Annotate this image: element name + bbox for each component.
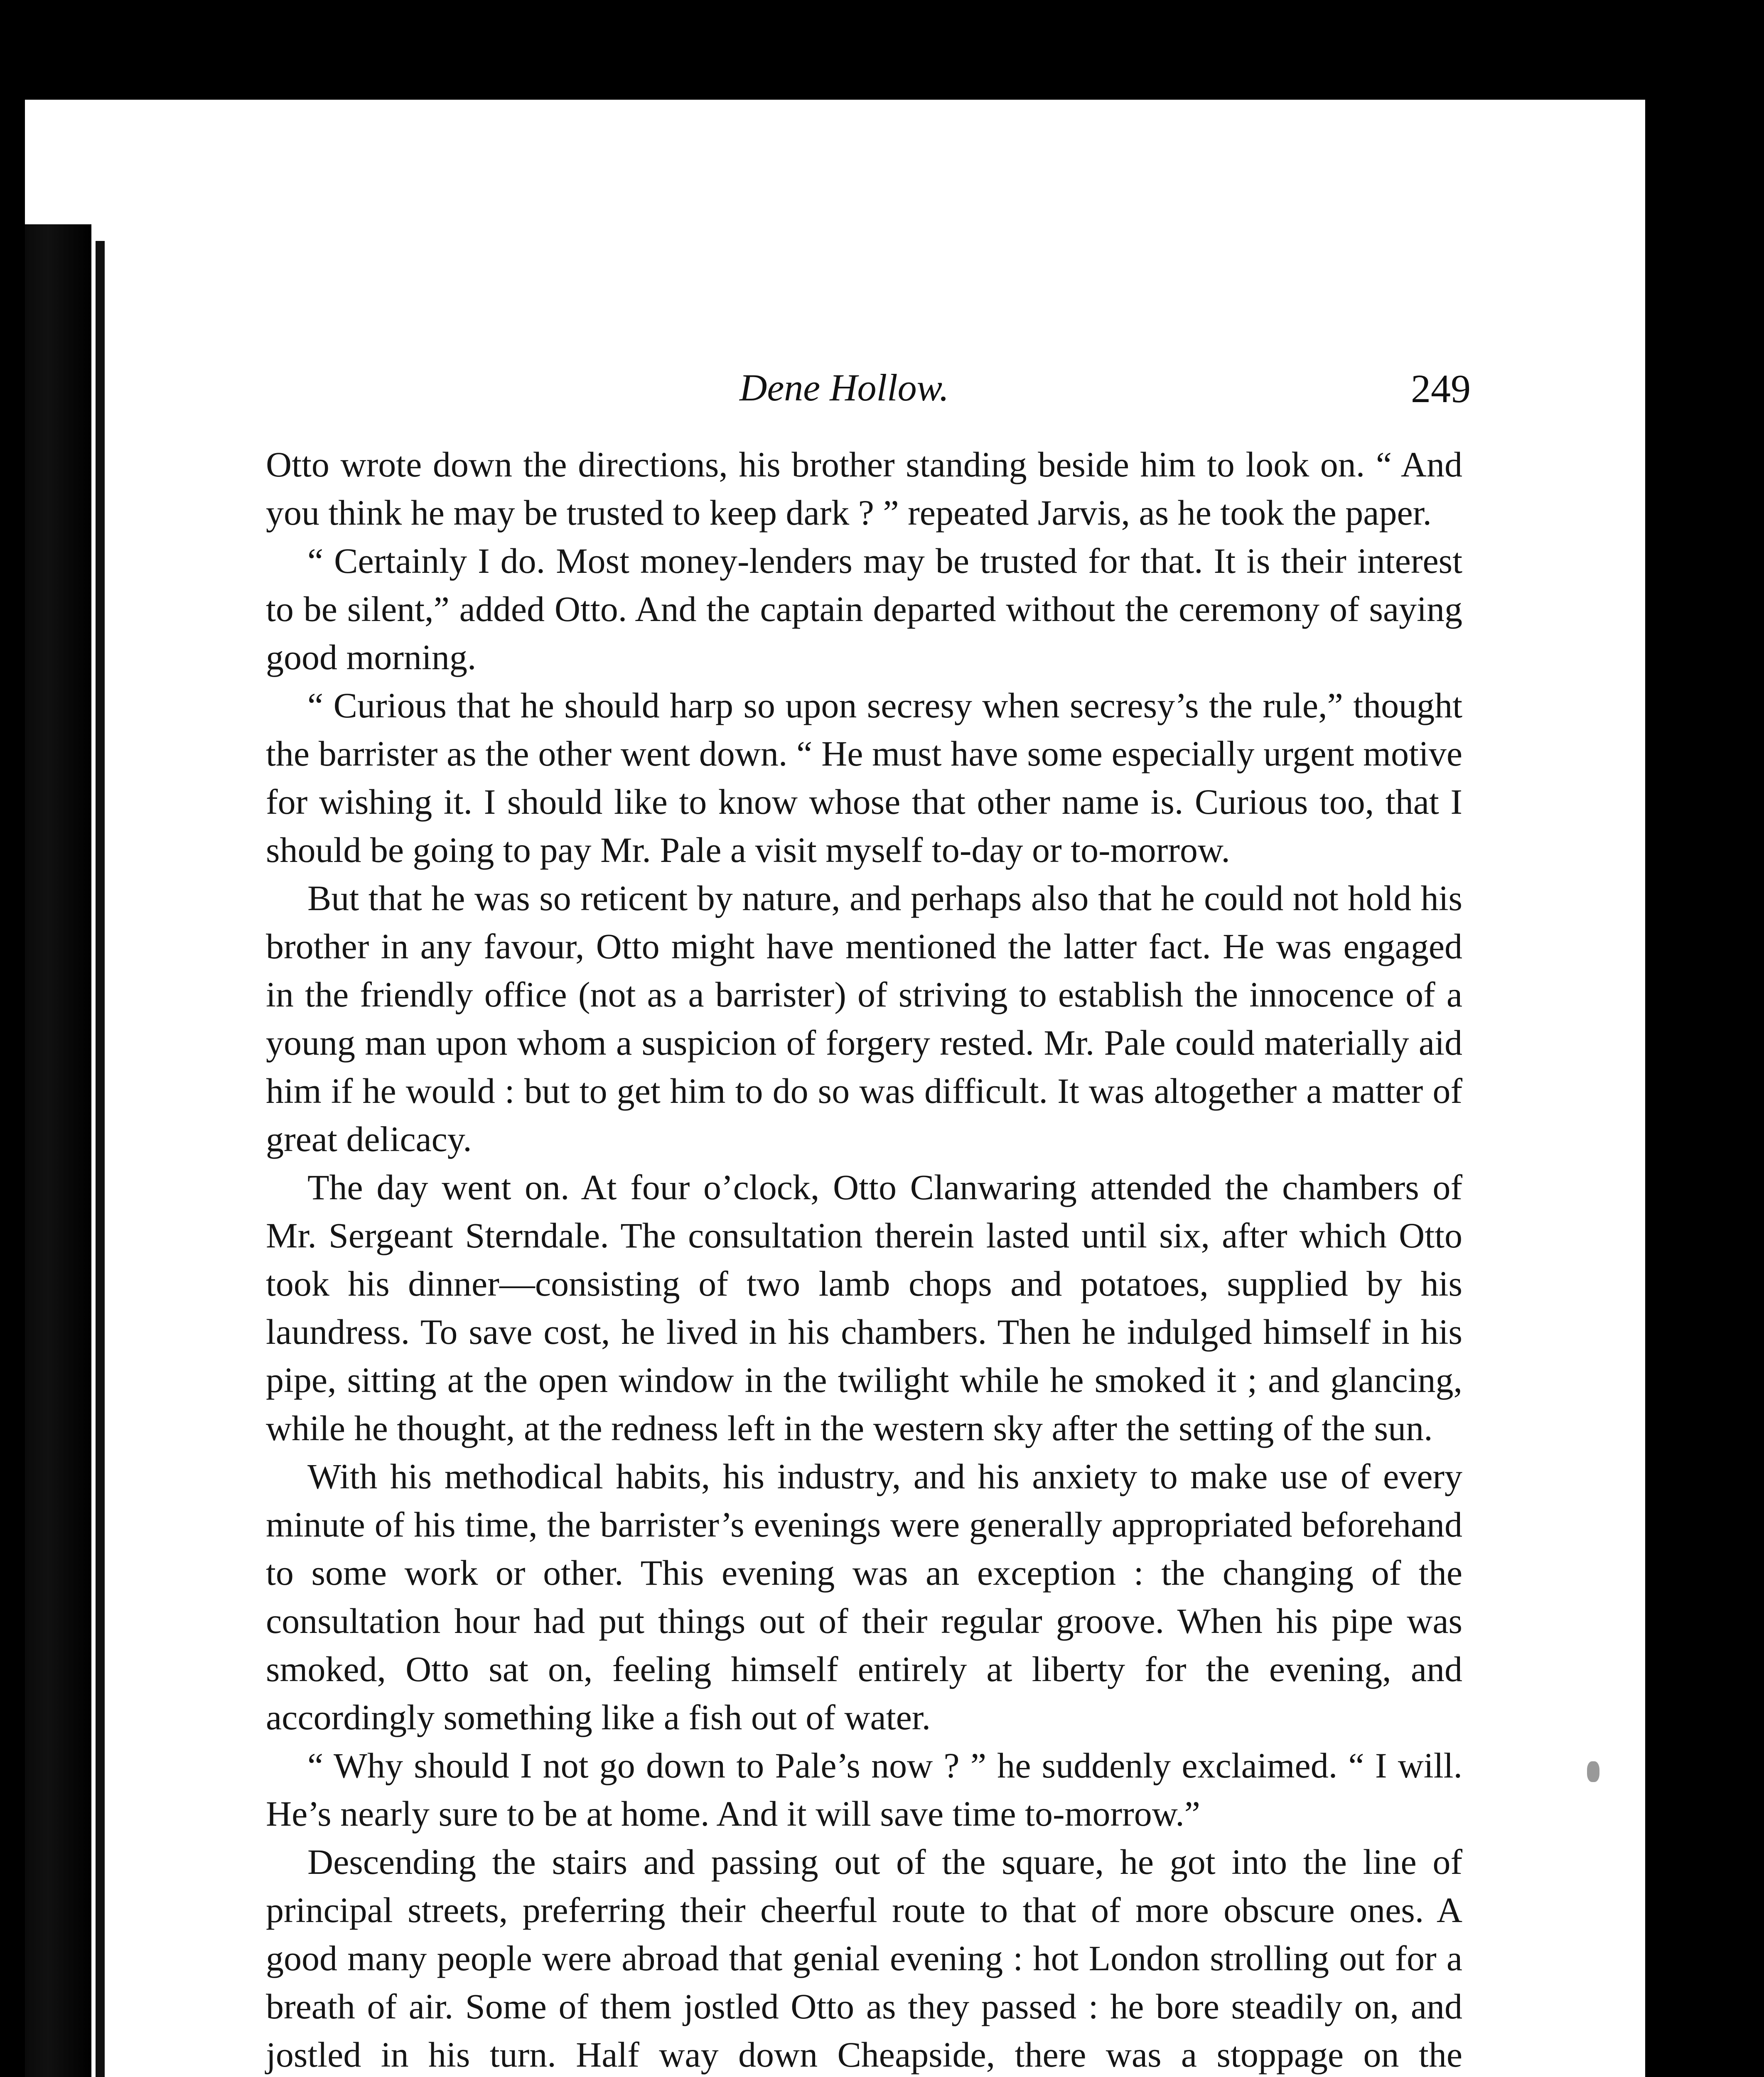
paragraph: Otto wrote down the directions, his brother standing beside him to look on. “ And you think he may be trusted to keep dark ? ” repeated Jarvis, as he took the paper. — [266, 444, 1462, 533]
paragraph: Descending the stairs and passing out of the square, he got into the line of principal streets, preferring their cheerful route to that of more obscure ones. A good many people were abroad that genial evening : hot London strolling out for a breath of air. Some of them jostled Otto as they passed : he bore steadily on, and jostled in his turn. Half way down Cheapside, there was a stoppage on the — [266, 1842, 1462, 2075]
paragraph: But that he was so reticent by nature, and perhaps also that he could not hold his brother in any favour, Otto might have mentioned the latter fact. He was engaged in the friendly office (not as a barrister) of striving to establish the innocence of a young man upon whom a suspicion of forgery rested. Mr. Pale could materially aid him if he would : but to get him to do so was difficult. It was altogether a matter of great delicacy. — [266, 878, 1462, 1159]
page-binding-edge — [25, 224, 91, 2077]
running-title: Dene Hollow. — [740, 366, 949, 409]
body-text — [266, 440, 1462, 2077]
paragraph: “ Why should I not go down to Pale’s now ? ” he suddenly exclaimed. “ I will. He’s nearly sure to be at home. And it will save time to-morrow.” — [266, 1746, 1462, 1834]
ink-speck — [1587, 1761, 1599, 1782]
book-page — [25, 100, 1645, 2077]
page-header — [262, 366, 1471, 432]
page-number: 249 — [1411, 366, 1471, 411]
gutter-line — [96, 241, 105, 2077]
paragraph: “ Curious that he should harp so upon secresy when secresy’s the rule,” thought the barrister as the other went down. “ He must have some especially urgent motive for wishing it. I should like to know whose that other name is. Curious too, that I should be going to pay Mr. Pale a visit myself to-day or to-morrow. — [266, 685, 1462, 870]
paragraph: The day went on. At four o’clock, Otto Clanwaring attended the chambers of Mr. Sergeant Sterndale. The consultation therein lasted until six, after which Otto took his dinner—consisting of two lamb chops and potatoes, supplied by his laundress. To save cost, he lived in his chambers. Then he indulged himself in his pipe, sitting at the open window in the twilight while he smoked it ; and glancing, while he thought, at the redness left in the western sky after the setting of the sun. — [266, 1167, 1462, 1448]
paragraph: With his methodical habits, his industry, and his anxiety to make use of every minute of his time, the barrister’s evenings were generally appropriated beforehand to some work or other. This evening was an exception : the changing of the consultation hour had put things out of their regular groove. When his pipe was smoked, Otto sat on, feeling himself entirely at liberty for the evening, and accordingly something like a fish out of water. — [266, 1456, 1462, 1737]
paragraph: “ Certainly I do. Most money-lenders may be trusted for that. It is their interest to be silent,” added Otto. And the captain departed without the ceremony of saying good morning. — [266, 541, 1462, 677]
